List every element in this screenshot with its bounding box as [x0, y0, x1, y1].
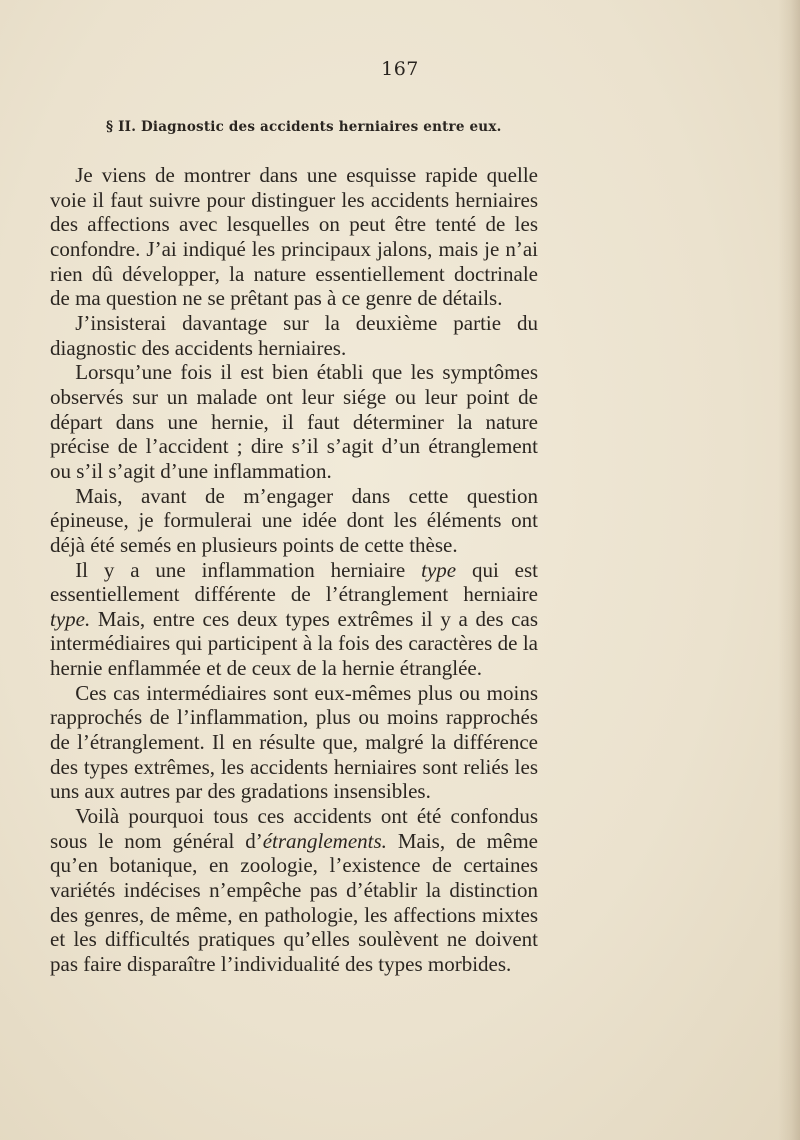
text-run: Il y a une inflammation herniaire [75, 557, 422, 582]
text-run: Mais, entre ces deux types extrêmes il y a des cas intermédiaires qui participent à la fois des caractères de la hernie enflammée et de ceux de la hernie étranglée. [50, 606, 538, 681]
section-heading: § II. Diagnostic des accidents herniaires entre eux. [106, 119, 502, 135]
text-run: Je viens de montrer dans une esquisse rapide quelle voie il faut suivre pour distinguer les accidents herniaires des affections avec lesquelles on peut être tenté de les confondre. J’ai indiqué les principaux jalons, mais je n’ai rien dû développer, la nature essentiellement doctrinale de ma question ne se prêtant pas à ce genre de détails. [50, 163, 538, 311]
text-run: Mais, avant de m’engager dans cette question épineuse, je formulerai une idée dont les éléments ont déjà été semés en plusieurs points de cette thèse. [50, 483, 538, 557]
paragraph [50, 163, 538, 311]
text-run: Voilà pourquoi tous ces accidents ont été confondus sous le nom général d’ [50, 804, 538, 853]
paragraph [50, 681, 538, 804]
paragraph [50, 311, 538, 360]
page-number: 167 [381, 58, 419, 80]
italic-text: type [421, 557, 457, 582]
text-run: Ces cas intermédiaires sont eux-mêmes plus ou moins rapprochés de l’inflammation, plus ou moins rapprochés de l’étranglement. Il en résulte que, malgré la différence des types extrêmes, les accidents herniaires sont reliés les uns aux autres par des gradations insensibles. [50, 680, 538, 804]
paragraph [50, 804, 538, 977]
text-run: qui est essentiellement différente de l’étranglement herniaire [50, 557, 538, 607]
paragraph [50, 558, 538, 681]
italic-text: étranglements. [262, 828, 387, 853]
body-text [50, 163, 538, 977]
paragraph [50, 360, 538, 483]
text-run: Lorsqu’une fois il est bien établi que les symptômes observés sur un malade ont leur siége ou leur point de départ dans une hernie, il faut déterminer la nature précise de l’accident ; dire s’il s’agit d’un étranglement ou s’il s’agit d’une inflammation. [50, 360, 538, 483]
page-edge-shadow [778, 0, 800, 1140]
paragraph [50, 484, 538, 558]
text-run: Mais, de même qu’en botanique, en zoologie, l’existence de certaines variétés indécises n’empêche pas d’établir la distinction des genres, de même, en pathologie, les affections mixtes et les difficultés pratiques qu’elles soulèvent ne doivent pas faire disparaître l’individualité des types morbides. [50, 828, 538, 976]
text-run: J’insisterai davantage sur la deuxième partie du diagnostic des accidents herniaires. [50, 310, 538, 360]
italic-text: type. [50, 606, 91, 631]
